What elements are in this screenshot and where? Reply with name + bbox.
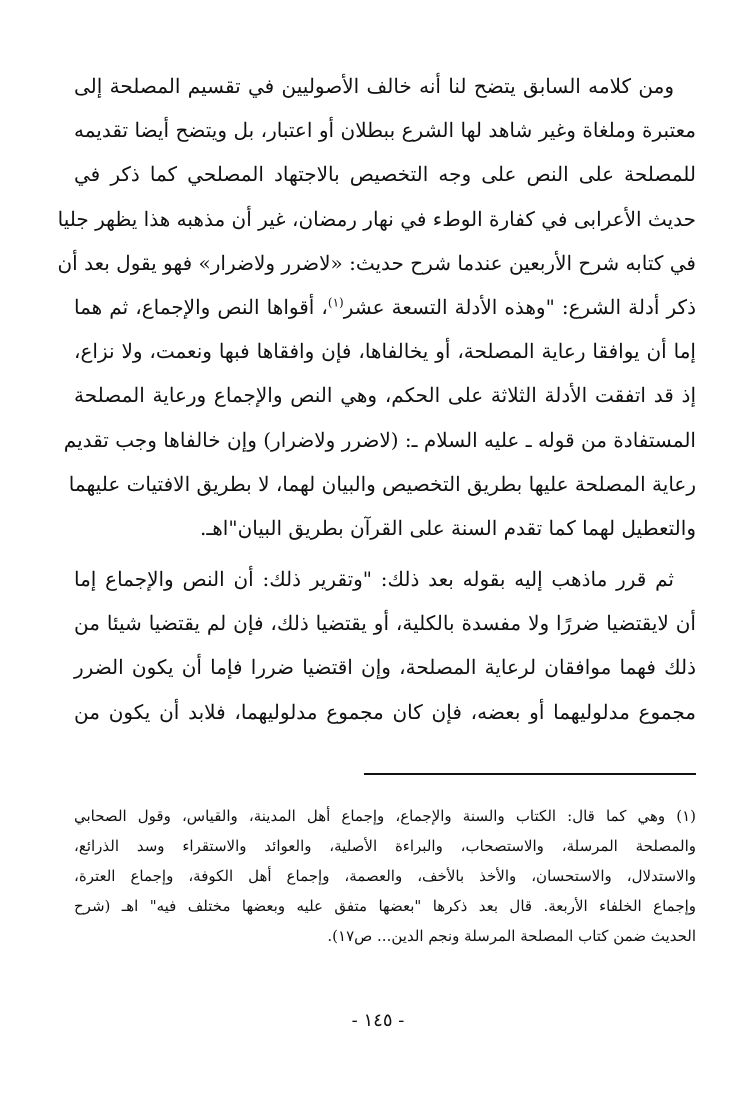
text-line: ذلك فهما موافقان لرعاية المصلحة، وإن اقتضيا ضررا فإما أن يكون الضرر — [74, 655, 696, 680]
text-line: في كتابه شرح الأربعين عندما شرح حديث: «لاضرر ولاضرار» فهو يقول بعد أن — [57, 250, 696, 275]
main-text — [57, 64, 696, 734]
text-line: المستفادة من قوله ـ عليه السلام ـ: (لاضرر ولاضرار) وإن خالفاها وجب تقديم — [63, 427, 696, 452]
text-line: أن لايقتضيا ضررًا ولا مفسدة بالكلية، أو يقتضيا ذلك، فإن لم يقتضيا شيئا من — [74, 611, 696, 636]
text-line: للمصلحة على النص على وجه التخصيص بالاجتهاد المصلحي كما ذكر في — [74, 162, 696, 187]
page-number: - ١٤٥ - — [351, 1010, 405, 1031]
footnote-line: والاستدلال، والاستحسان، والأخذ بالأخف، والعصمة، وإجماع أهل الكوفة، وإجماع العترة، — [74, 867, 696, 885]
text-line: معتبرة وملغاة وغير شاهد لها الشرع ببطلان أو اعتبار، بل ويتضح أيضا تقديمه — [74, 118, 696, 143]
text-line: إما أن يوافقا رعاية المصلحة، أو يخالفاها، فإن وافقاها فبها ونعمت، ولا نزاع، — [74, 339, 696, 364]
text-line: والتعطيل لهما كما تقدم السنة على القرآن بطريق البيان"اهـ. — [200, 515, 696, 540]
paragraph-gap — [74, 550, 696, 557]
text-line: ومن كلامه السابق يتضح لنا أنه خالف الأصوليين في تقسيم المصلحة إلى — [74, 74, 674, 98]
text-line: حديث الأعرابى في كفارة الوطء في نهار رمضان، غير أن مذهبه هذا يظهر جليا — [57, 206, 696, 231]
footnote-line: الحديث ضمن كتاب المصلحة المرسلة ونجم الدين... ص١٧). — [327, 927, 696, 945]
footnote-reference[interactable]: (١) — [327, 295, 344, 310]
footnote-line: والمصلحة المرسلة، والاستصحاب، والبراءة الأصلية، والعوائد والاستقراء وسد الذرائع، — [74, 837, 696, 855]
footnote-line: وإجماع الخلفاء الأربعة. قال بعد ذكرها "بعضها متفق عليه وبعضها مختلف فيه" اهـ (شرح — [74, 897, 696, 915]
text-segment: ، أقواها النص والإجماع، ثم هما — [74, 294, 328, 319]
text-line: إذ قد اتفقت الأدلة الثلاثة على الحكم، وهي النص والإجماع ورعاية المصلحة — [74, 383, 696, 408]
footnote-line: (١) وهي كما قال: الكتاب والسنة والإجماع، وإجماع أهل المدينة، والقياس، وقول الصحابي — [74, 807, 696, 825]
text-line: مجموع مدلوليهما أو بعضه، فإن كان مجموع مدلوليهما، فلابد أن يكون من — [74, 699, 696, 724]
text-line: ثم قرر ماذهب إليه بقوله بعد ذلك: "وتقرير ذلك: أن النص والإجماع إما — [74, 567, 674, 592]
text-segment: ذكر أدلة الشرع: "وهذه الأدلة التسعة عشر — [343, 294, 696, 319]
footnote-separator — [364, 773, 696, 775]
text-line: رعاية المصلحة عليها بطريق التخصيص والبيان لهما، لا بطريق الافتيات عليهما — [68, 471, 696, 496]
text-line — [74, 285, 696, 329]
footnote — [74, 801, 696, 951]
